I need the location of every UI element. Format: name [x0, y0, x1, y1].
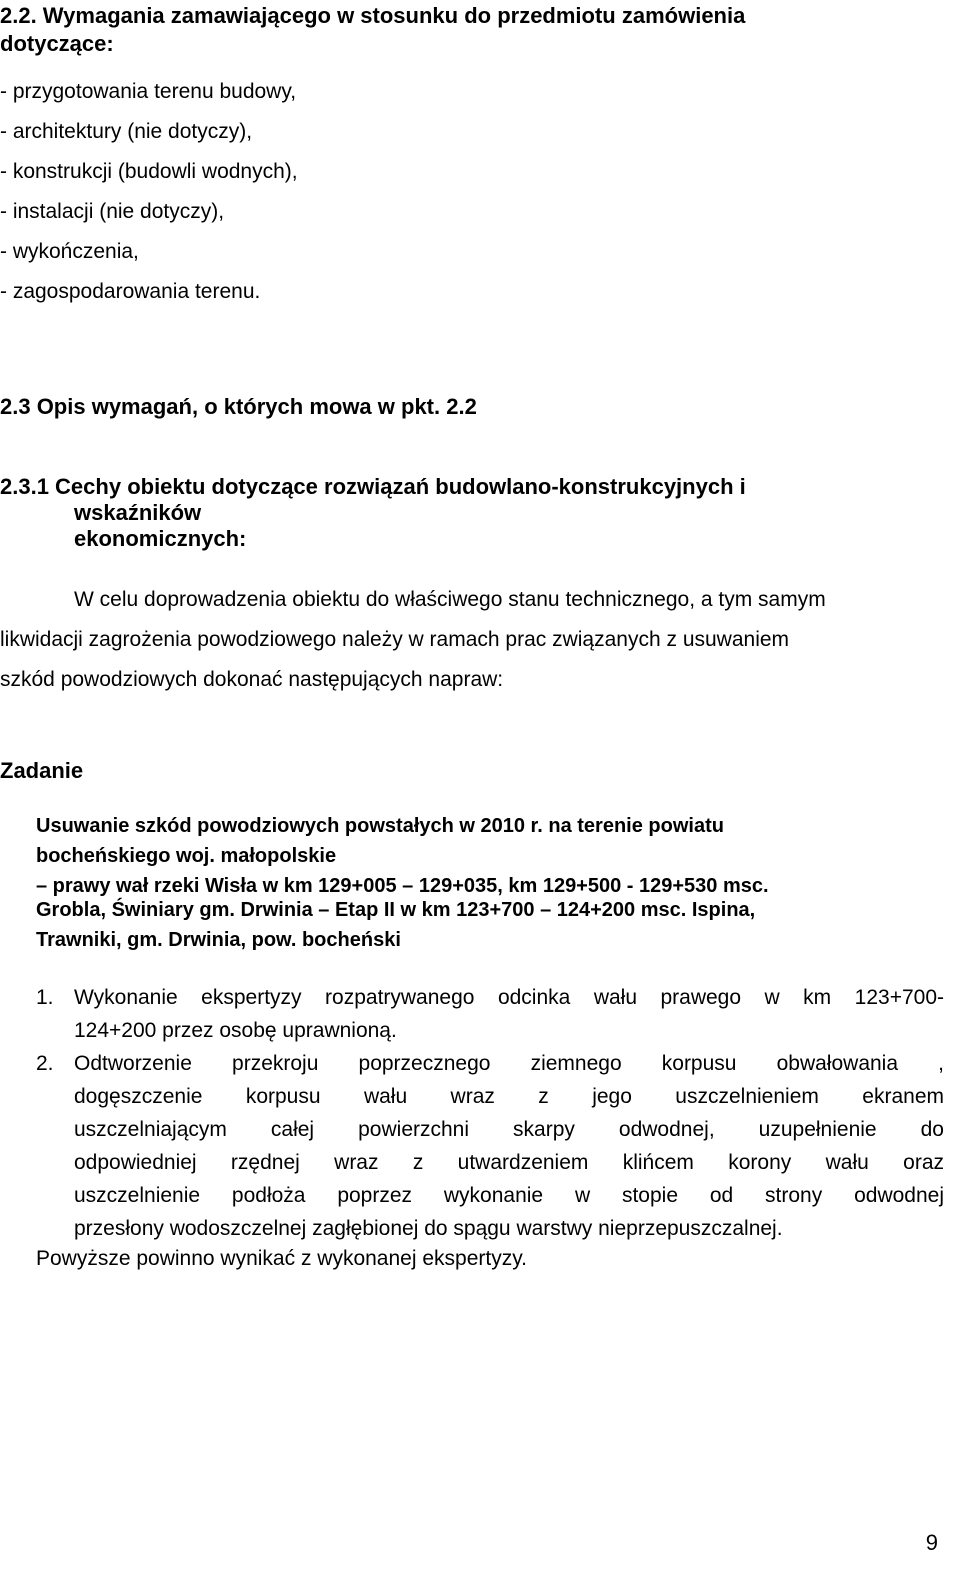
zadanie-line: Grobla, Świniary gm. Drwinia – Etap II w km 123+700 – 124+200 msc. Ispina,	[36, 899, 756, 921]
zadanie-label: Zadanie	[0, 758, 84, 783]
section-2-3-heading: 2.3 Opis wymagań, o których mowa w pkt. 2.2	[0, 394, 477, 419]
list-item-line: Wykonanie ekspertyzy rozpatrywanego odcinka wału prawego w km 123+700-	[74, 986, 944, 1009]
list-item: - architektury (nie dotyczy),	[0, 120, 253, 143]
list-item: - zagospodarowania terenu.	[0, 280, 261, 303]
zadanie-line: bocheńskiego woj. małopolskie	[36, 845, 337, 867]
list-item-line: dogęszczenie korpusu wału wraz z jego uszczelnieniem ekranem	[74, 1085, 944, 1108]
paragraph-line: W celu doprowadzenia obiektu do właściwego stanu technicznego, a tym samym	[74, 588, 826, 611]
zadanie-line: Usuwanie szkód powodziowych powstałych w 2010 r. na terenie powiatu	[36, 815, 724, 837]
list-item-line: przesłony wodoszczelnej zagłębionej do spągu warstwy nieprzepuszczalnej.	[74, 1217, 783, 1240]
list-item-line: 124+200 przez osobę uprawnioną.	[74, 1019, 397, 1042]
list-item: - instalacji (nie dotyczy),	[0, 200, 225, 223]
list-item-line: odpowiedniej rzędnej wraz z utwardzeniem klińcem korony wału oraz	[74, 1151, 944, 1174]
list-item-2-text	[74, 1047, 944, 1245]
closing-text: Powyższe powinno wynikać z wykonanej ekspertyzy.	[36, 1247, 527, 1270]
list-number: 2.	[36, 1052, 54, 1075]
list-item-line: uszczelnienie podłoża poprzez wykonanie w stopie od strony odwodnej	[74, 1184, 944, 1207]
list-item-line: uszczelniającym całej powierzchni skarpy odwodnej, uzupełnienie do	[74, 1118, 944, 1141]
list-item: - wykończenia,	[0, 240, 139, 263]
list-item-1-text	[74, 981, 944, 1047]
paragraph-line: likwidacji zagrożenia powodziowego należy w ramach prac związanych z usuwaniem	[0, 628, 790, 651]
section-2-3-1-heading-cont: wskaźników	[74, 500, 202, 525]
section-2-2-heading: 2.2. Wymagania zamawiającego w stosunku do przedmiotu zamówienia	[0, 3, 746, 28]
page-number: 9	[925, 1530, 938, 1555]
list-item-line: Odtworzenie przekroju poprzecznego ziemnego korpusu obwałowania ,	[74, 1052, 944, 1075]
section-2-3-1-heading-cont: ekonomicznych:	[74, 526, 247, 551]
zadanie-line: – prawy wał rzeki Wisła w km 129+005 – 129+035, km 129+500 - 129+530 msc.	[36, 875, 769, 897]
paragraph-line: szkód powodziowych dokonać następujących napraw:	[0, 668, 504, 691]
section-2-2-heading-cont: dotyczące:	[0, 31, 114, 56]
zadanie-line: Trawniki, gm. Drwinia, pow. bocheński	[36, 929, 401, 951]
list-number: 1.	[36, 986, 54, 1009]
section-2-3-1-heading: 2.3.1 Cechy obiektu dotyczące rozwiązań budowlano-konstrukcyjnych i	[0, 474, 746, 499]
list-item: - przygotowania terenu budowy,	[0, 80, 297, 103]
list-item: - konstrukcji (budowli wodnych),	[0, 160, 298, 183]
